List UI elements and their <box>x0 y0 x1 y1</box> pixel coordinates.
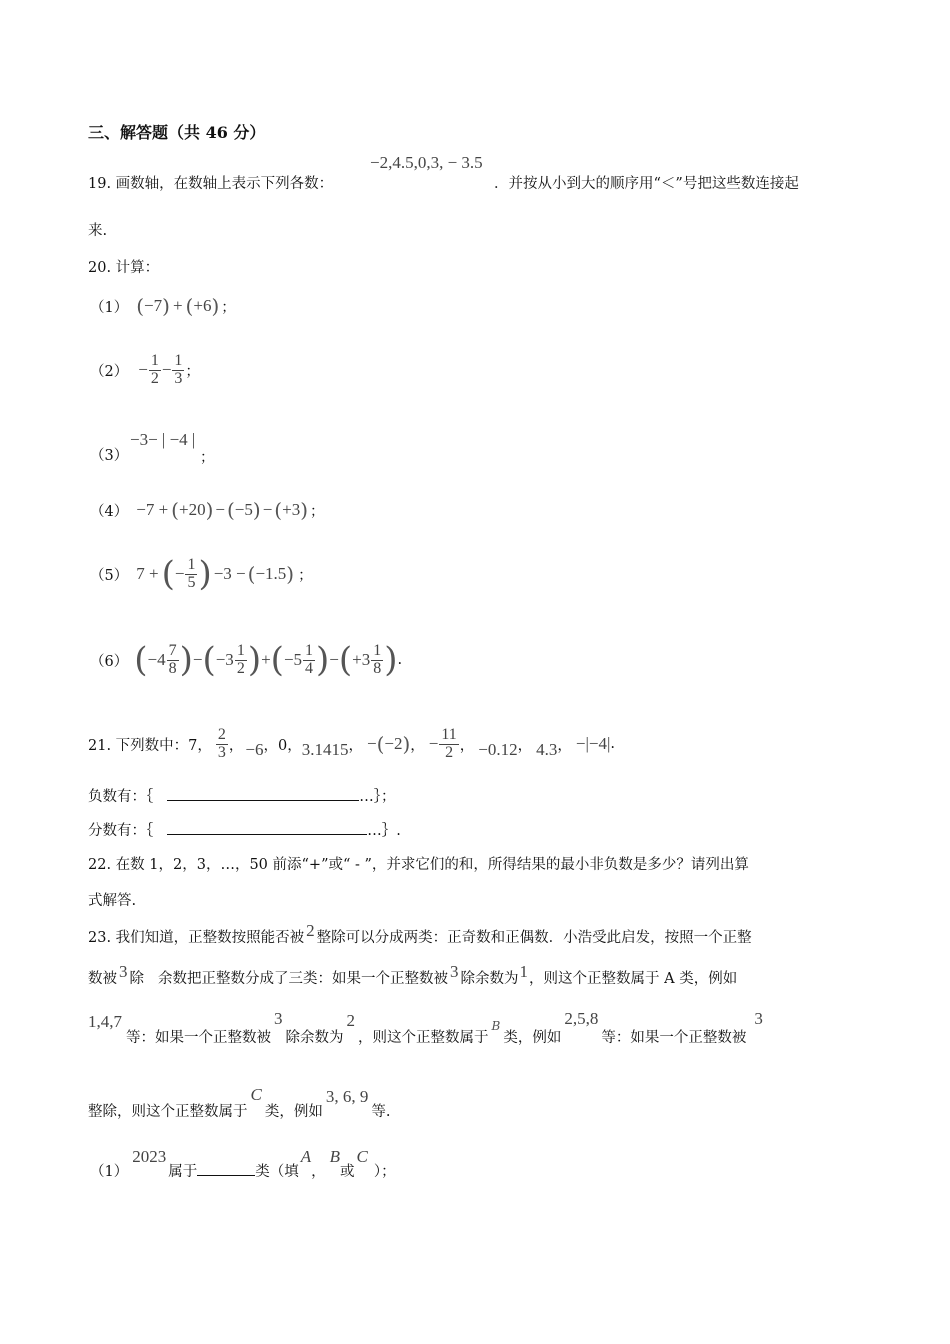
q23-example-a: 1,4,7 <box>88 1012 122 1031</box>
item-number: （1） <box>90 299 129 316</box>
q20-item-6: （6） ( −4 $\frac{7}{8}$ ) − ( −3 $\frac{1}{2}$ ) + ( −5 $\frac{1}{4}$ ) − ( +3 $\frac{1}{8}$ ) . <box>90 640 403 680</box>
q23-sub1: （1）2023属于 类（填A，B或C）； <box>90 1147 396 1180</box>
q19-text-part1: 19. 画数轴，在数轴上表示下列各数： <box>88 176 334 192</box>
fraction-two-thirds: $\frac{2}{3}$ <box>217 725 226 761</box>
q22-line2: 式解答. <box>88 893 137 909</box>
fraction-one-fifth: $\frac{1}{5}$ <box>187 555 196 591</box>
item-number: （5） <box>90 567 129 584</box>
q23-line4: 整除，则这个正整数属于C类，例如3, 6, 9等. <box>88 1085 391 1120</box>
q20-item-3-expr: −3− | −4 | <box>130 430 196 449</box>
q19-numbers: −2,4.5,0,3, − 3.5 <box>370 153 483 172</box>
fraction-one-half: $\frac{1}{2}$ <box>150 351 159 387</box>
q21-fractions-row: 分数有：｛ …｝. <box>88 823 401 839</box>
mixed-number: −4 $\frac{7}{8}$ <box>147 641 177 677</box>
q21-label: 21. 下列数中：7， <box>88 737 212 754</box>
q20-item-3-number: （3） <box>90 448 129 464</box>
mixed-number: +3 $\frac{1}{8}$ <box>352 641 382 677</box>
item-number: （2） <box>90 363 129 380</box>
q20-item-5: （5） 7 + ( − $\frac{1}{5}$ ) −3 − ( −1.5 ) ； <box>90 554 313 594</box>
q20-item-4: （4） −7 + ( +20 ) − ( −5 ) − ( +3 ) ； <box>90 498 325 522</box>
q23-line2: 数被 3 除 余数把正整数分成了三类：如果一个正整数被 3 除余数为1，则这个正整数属于 A 类，例如 <box>88 962 738 987</box>
class-answer-blank[interactable] <box>197 1175 255 1176</box>
q20-label: 20. 计算： <box>88 260 160 276</box>
item-number: （4） <box>90 503 129 520</box>
q22-line1: 22. 在数 1，2，3，…，50 前添“+”或“ - ”，并求它们的和，所得结果的最小非负数是多少？请列出算 <box>88 857 749 873</box>
q23-line1: 23. 我们知道，正整数按照能否被 2 整除可以分成两类：正奇数和正偶数．小浩受此启发，按照一个正整 <box>88 921 752 946</box>
q21-negatives-row: 负数有：｛ …｝； <box>88 789 396 805</box>
mixed-number: −5 $\frac{1}{4}$ <box>283 641 314 677</box>
q19-text-line2: 来. <box>88 223 108 239</box>
q20-item-2: （2） − $\frac{1}{2}$ − $\frac{1}{3}$ ； <box>90 351 200 387</box>
fractions-answer-blank[interactable] <box>167 834 367 835</box>
q23-line3: 等：如果一个正整数被3除余数为2，则这个正整数属于$^B$类，例如2,5,8等：如果一个正整数被3 <box>126 1009 763 1046</box>
q21-line: 21. 下列数中：7， $\frac{2}{3}$ ， −6 ，0， 3.1415 ， − ( −2 ) ， − $\frac{11}{2}$ ， −0.12 ， 4.3 ， −|−4| . <box>88 725 615 761</box>
mixed-number: −3 $\frac{1}{2}$ <box>215 641 245 677</box>
fraction-eleven-halves: $\frac{11}{2}$ <box>441 725 457 761</box>
q20-item-3-end: ； <box>200 450 215 466</box>
section-title: 三、解答题（共 46 分） <box>88 123 266 142</box>
fraction-one-third: $\frac{1}{3}$ <box>174 351 183 387</box>
negatives-answer-blank[interactable] <box>167 800 359 801</box>
q19-text-part2: ．并按从小到大的顺序用“＜”号把这些数连接起 <box>494 176 799 192</box>
item-number: （6） <box>90 653 129 670</box>
q20-item-1: （1） ( −7 ) + ( +6 ) ； <box>90 294 236 318</box>
